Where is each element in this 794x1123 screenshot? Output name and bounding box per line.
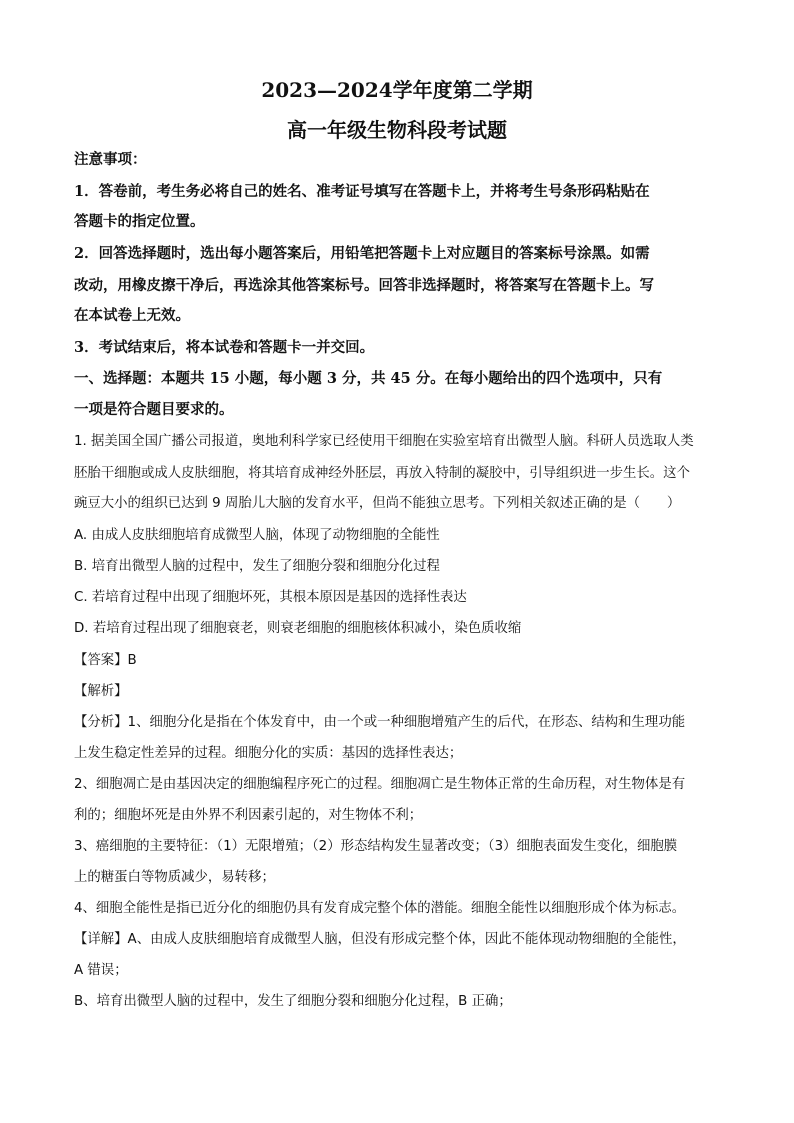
- detail-line: 【详解】A、由成人皮肤细胞培育成微型人脑，但没有形成完整个体，因此不能体现动物细胞的全能性，: [74, 932, 686, 947]
- question-stem: 胚胎干细胞或成人皮肤细胞，将其培育成神经外胚层，再放入特制的凝胶中，引导组织进一步生长。这个: [74, 466, 690, 481]
- analysis-line: 3、癌细胞的主要特征：（1）无限增殖；（2）形态结构发生显著改变；（3）细胞表面发生变化，细胞膜: [74, 839, 678, 854]
- section-heading: 一项是符合题目要求的。: [74, 401, 234, 418]
- notice-line: 改动，用橡皮擦干净后，再选涂其他答案标号。回答非选择题时，将答案写在答题卡上。写: [74, 277, 654, 294]
- analysis-line: 2、细胞凋亡是由基因决定的细胞编程序死亡的过程。细胞凋亡是生物体正常的生命历程，对生物体是有: [74, 777, 686, 792]
- analysis-line: 利的；细胞坏死是由外界不利因素引起的，对生物体不利；: [74, 808, 423, 823]
- analysis-line: 4、细胞全能性是指已近分化的细胞仍具有发育成完整个体的潜能。细胞全能性以细胞形成个体为标志。: [74, 901, 686, 916]
- exam-title-subject: 高一年级生物科段考试题: [287, 118, 507, 142]
- answer-label: 【答案】B: [74, 653, 137, 668]
- notice-line: 答题卡的指定位置。: [74, 213, 205, 230]
- question-stem: 1. 据美国全国广播公司报道，奥地利科学家已经使用干细胞在实验室培育出微型人脑。科研人员选取人类: [74, 434, 694, 449]
- section-heading: 一、选择题：本题共 15 小题，每小题 3 分，共 45 分。在每小题给出的四个选项中，只有: [74, 370, 663, 387]
- notice-line: 2．回答选择题时，选出每小题答案后，用铅笔把答题卡上对应题目的答案标号涂黑。如需: [74, 245, 650, 262]
- analysis-line: 上发生稳定性差异的过程。细胞分化的实质：基因的选择性表达；: [74, 746, 463, 761]
- notice-line: 3．考试结束后，将本试卷和答题卡一并交回。: [74, 339, 375, 356]
- option-c: C. 若培育过程中出现了细胞坏死，其根本原因是基因的选择性表达: [74, 590, 467, 605]
- analysis-line: 上的糖蛋白等物质减少，易转移；: [74, 870, 275, 885]
- option-a: A. 由成人皮肤细胞培育成微型人脑，体现了动物细胞的全能性: [74, 528, 440, 543]
- analysis-line: 【分析】1、细胞分化是指在个体发育中，由一个或一种细胞增殖产生的后代，在形态、结构和生理功能: [74, 715, 686, 730]
- option-b: B. 培育出微型人脑的过程中，发生了细胞分裂和细胞分化过程: [74, 559, 440, 574]
- detail-line: A 错误；: [74, 963, 128, 978]
- notice-heading: 注意事项：: [74, 151, 147, 168]
- option-d: D. 若培育过程出现了细胞衰老，则衰老细胞的细胞核体积减小，染色质收缩: [74, 621, 522, 636]
- detail-line: B、培育出微型人脑的过程中，发生了细胞分裂和细胞分化过程，B 正确；: [74, 994, 512, 1009]
- question-stem: 豌豆大小的组织已达到 9 周胎儿大脑的发育水平，但尚不能独立思考。下列相关叙述正确的是（ ）: [74, 496, 681, 511]
- analysis-heading: 【解析】: [74, 684, 128, 699]
- notice-line: 在本试卷上无效。: [74, 307, 190, 324]
- exam-title-term: 2023—2024学年度第二学期: [261, 78, 533, 102]
- notice-line: 1．答卷前，考生务必将自己的姓名、准考证号填写在答题卡上，并将考生号条形码粘贴在: [74, 183, 650, 200]
